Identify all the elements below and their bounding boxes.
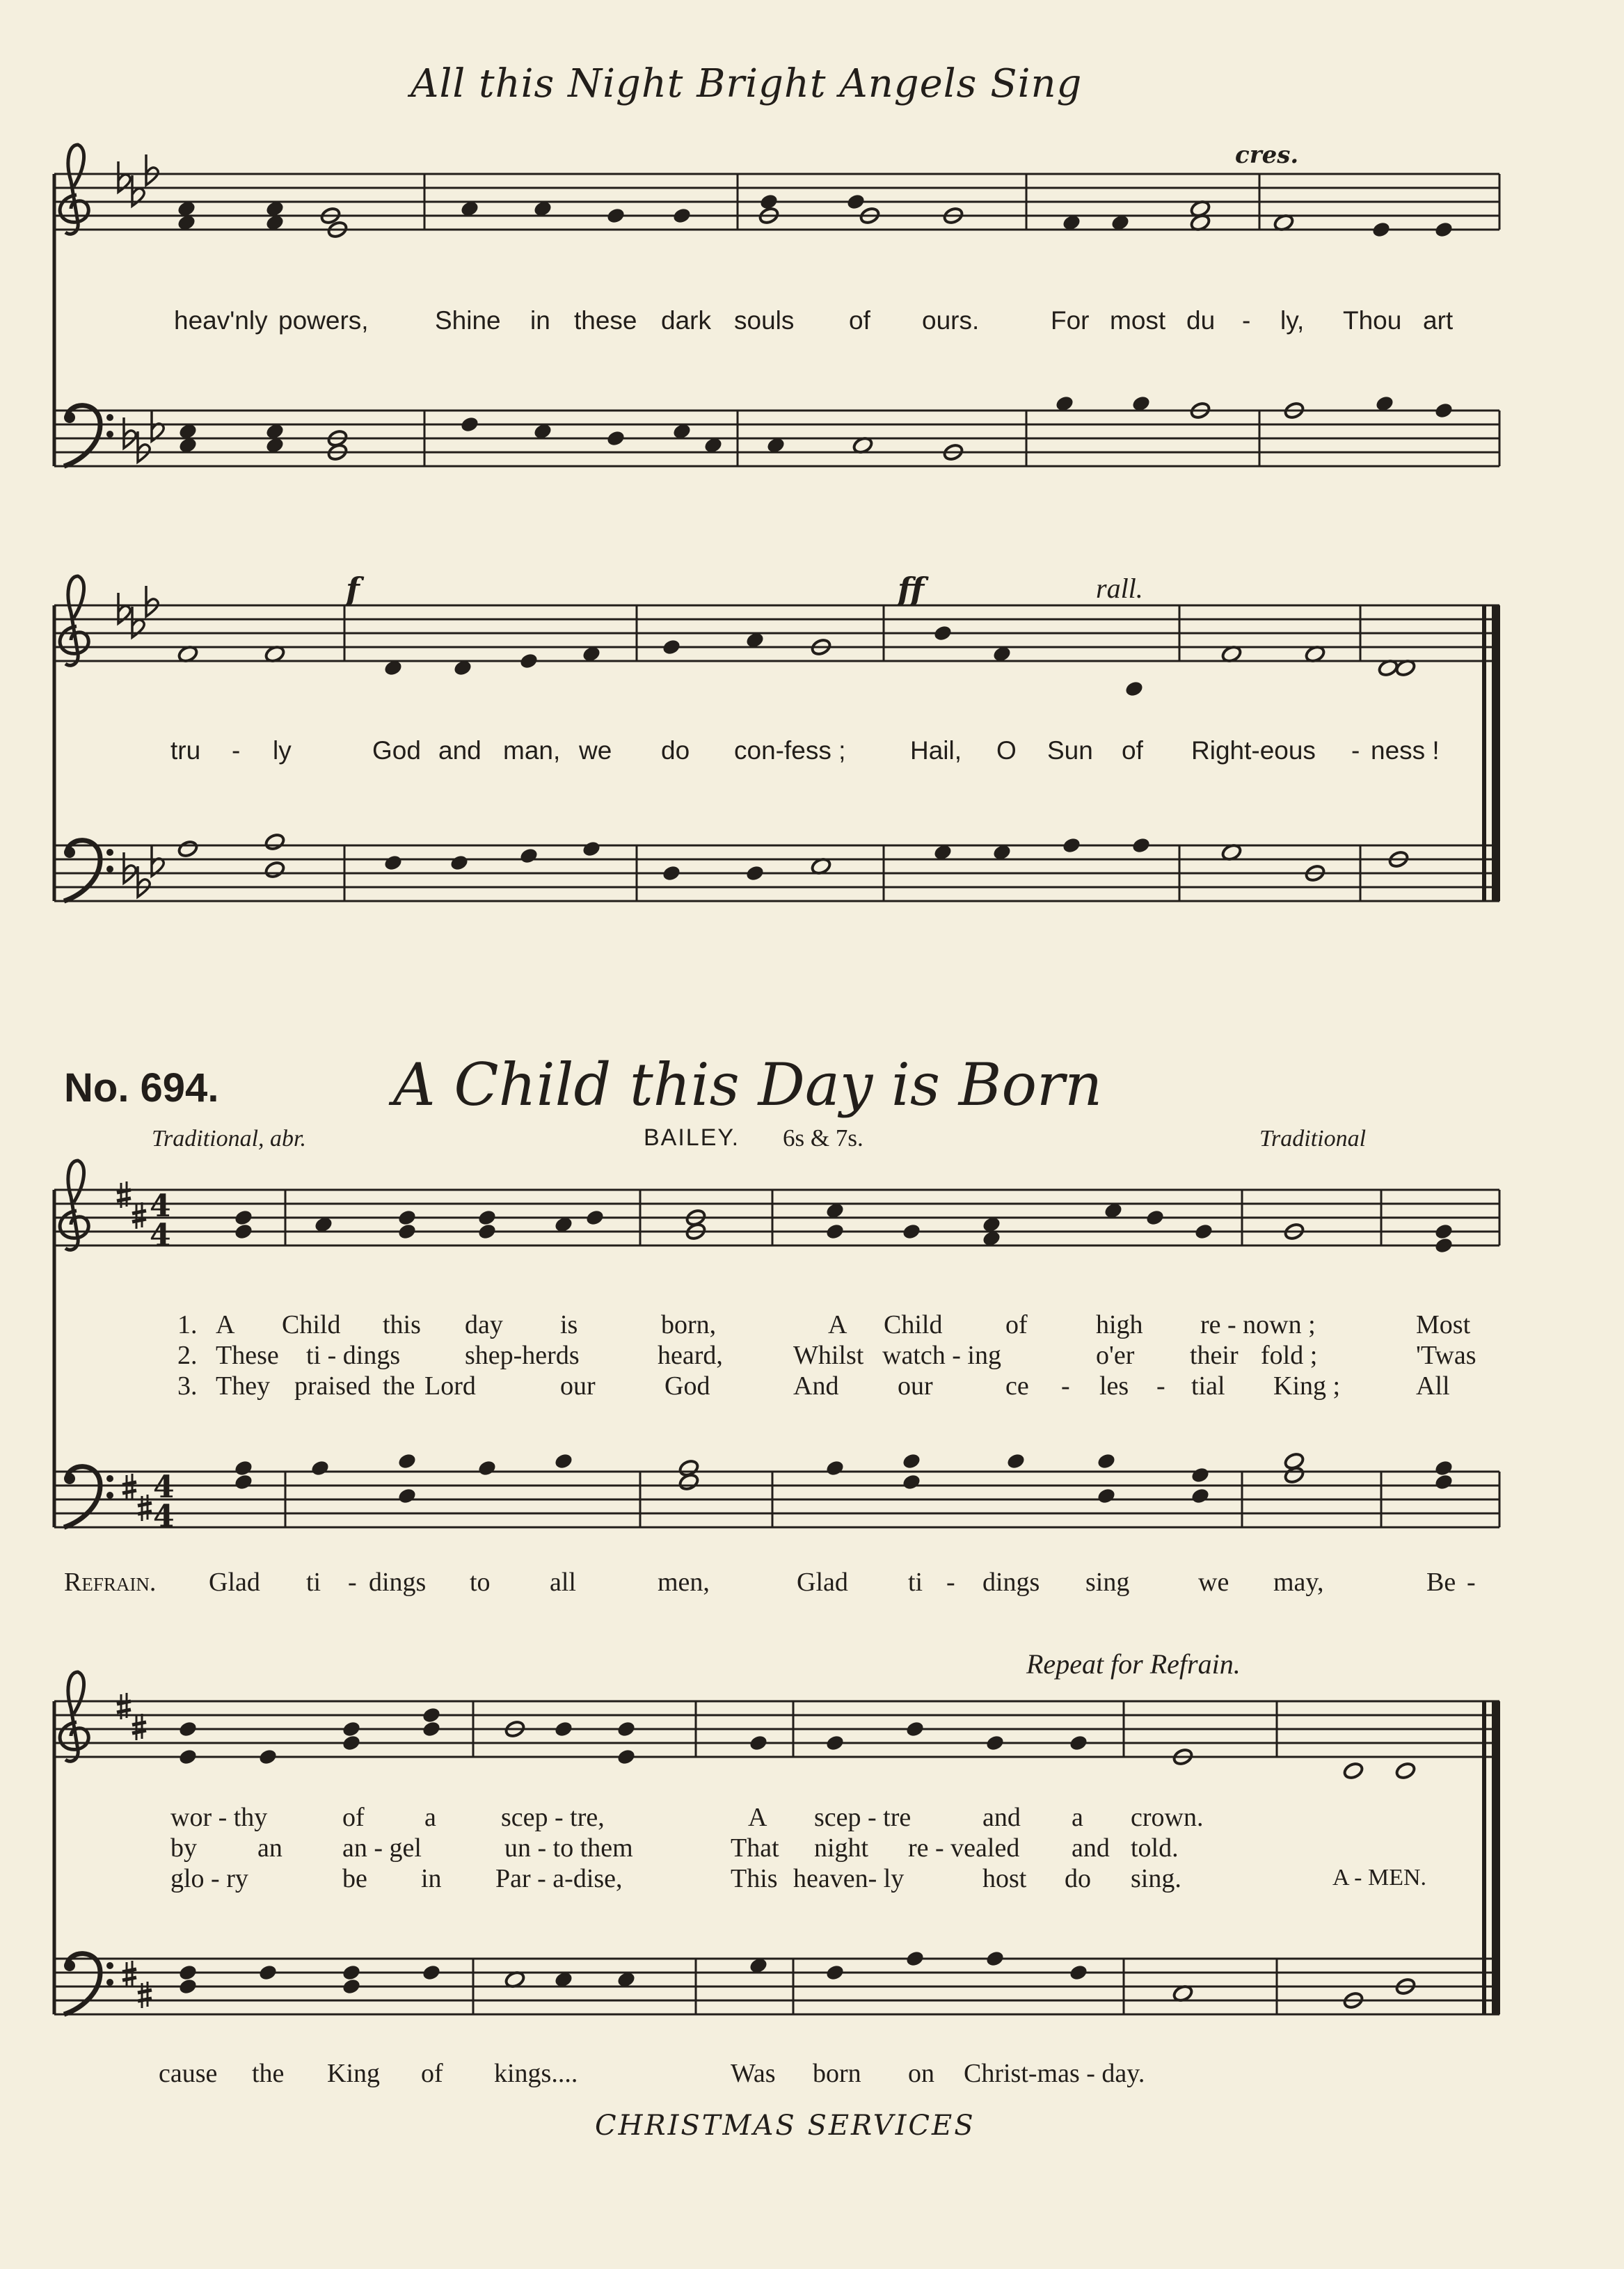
lyric: souls <box>734 306 795 335</box>
lyric: A <box>216 1310 235 1339</box>
lyric: by <box>170 1833 197 1863</box>
lyric: heav'nly <box>174 306 268 335</box>
lyric: may, <box>1273 1568 1324 1597</box>
lyric: A <box>828 1310 847 1339</box>
lyric: Right-eous <box>1191 736 1316 765</box>
lyric: tru <box>170 736 201 765</box>
lyric: - <box>1467 1568 1476 1597</box>
system2-treble-staff <box>54 605 1499 661</box>
lyric: Child <box>884 1310 943 1339</box>
lyric: Was <box>731 2059 776 2088</box>
words-credit: Traditional, abr. <box>152 1126 307 1152</box>
lyric: re - nown ; <box>1200 1310 1316 1339</box>
lyric: And <box>793 1371 839 1401</box>
repeat-direction: Repeat for Refrain. <box>1026 1648 1241 1680</box>
verse-number: 3. <box>177 1371 198 1401</box>
lyric: For <box>1051 306 1090 335</box>
hymn-number: No. 694. <box>64 1065 219 1110</box>
lyric: do <box>661 736 690 765</box>
lyric: on <box>908 2059 934 2088</box>
lyric: heard, <box>658 1341 723 1370</box>
lyric: born <box>813 2059 861 2088</box>
lyric: - <box>232 736 241 765</box>
lyric: 'Twas <box>1416 1341 1476 1370</box>
lyric: A <box>748 1803 767 1832</box>
lyric: we <box>579 736 612 765</box>
lyric: born, <box>661 1310 717 1339</box>
lyric: re - vealed <box>908 1833 1020 1863</box>
svg-text:4: 4 <box>150 1188 171 1224</box>
lyric: be <box>342 1864 367 1893</box>
lyric: an - gel <box>342 1833 422 1863</box>
lyric: of <box>849 306 870 335</box>
lyric: and <box>1072 1833 1110 1863</box>
lyric: of <box>342 1803 365 1832</box>
lyric: un - to them <box>504 1833 633 1863</box>
page-footer: CHRISTMAS SERVICES <box>595 2110 976 2142</box>
lyric: art <box>1423 306 1454 335</box>
lyric: told. <box>1131 1833 1179 1863</box>
lyric: ly <box>273 736 292 765</box>
lyric: in <box>530 306 550 335</box>
lyric: dark <box>661 306 711 335</box>
lyric: - <box>1156 1371 1165 1401</box>
lyric: les <box>1099 1371 1129 1401</box>
lyric: Be <box>1426 1568 1456 1597</box>
lyric: ours. <box>922 306 980 335</box>
lyric: Lord <box>424 1371 476 1401</box>
system4-treble-staff <box>54 1701 1499 1757</box>
lyric: man, <box>503 736 561 765</box>
lyric: these <box>574 306 637 335</box>
lyric: They <box>216 1371 271 1401</box>
lyric: - <box>946 1568 955 1597</box>
lyric: - <box>1351 736 1360 765</box>
lyric: o'er <box>1096 1341 1135 1370</box>
lyric: ness ! <box>1371 736 1440 765</box>
lyric: scep - tre <box>814 1803 911 1832</box>
lyric: That <box>731 1833 779 1863</box>
lyric: du <box>1186 306 1216 335</box>
lyric: men, <box>658 1568 710 1597</box>
lyric: our <box>898 1371 933 1401</box>
lyric: of <box>1005 1310 1028 1339</box>
lyric: most <box>1110 306 1166 335</box>
lyric: a <box>424 1803 436 1832</box>
system1-bass-staff <box>54 411 1499 466</box>
lyric: Par - a-dise, <box>495 1864 623 1893</box>
dynamic-rall: rall. <box>1096 573 1143 604</box>
lyric: ti <box>306 1568 321 1597</box>
lyric: King <box>327 2059 380 2088</box>
lyric: host <box>982 1864 1027 1893</box>
lyric: of <box>421 2059 443 2088</box>
lyric: Glad <box>797 1568 848 1597</box>
system3-treble-staff <box>54 1190 1499 1245</box>
hymn-title: A Child this Day is Born <box>393 1051 1103 1119</box>
svg-text:4: 4 <box>150 1218 171 1253</box>
lyric: dings <box>982 1568 1040 1597</box>
lyric: heaven- ly <box>793 1864 905 1893</box>
lyric: Glad <box>209 1568 260 1597</box>
lyric: their <box>1190 1341 1239 1370</box>
lyric: cause <box>159 2059 218 2088</box>
lyric: powers, <box>278 306 369 335</box>
lyric: scep - tre, <box>501 1803 605 1832</box>
lyric: God <box>372 736 421 765</box>
lyric: ti - dings <box>306 1341 401 1370</box>
lyric: shep-herds <box>465 1341 580 1370</box>
lyric: high <box>1096 1310 1143 1339</box>
lyric: Whilst <box>793 1341 864 1370</box>
dynamic-fortissimo: ff <box>898 571 925 608</box>
lyric: - <box>1242 306 1251 335</box>
lyric: all <box>550 1568 576 1597</box>
svg-text:4: 4 <box>153 1499 175 1534</box>
lyric: God <box>664 1371 710 1401</box>
lyric: tial <box>1191 1371 1225 1401</box>
music-credit: Traditional <box>1259 1126 1367 1152</box>
lyric: we <box>1198 1568 1229 1597</box>
lyric: dings <box>369 1568 427 1597</box>
verse-number: 1. <box>177 1310 198 1339</box>
lyric: These <box>216 1341 279 1370</box>
lyric: King ; <box>1273 1371 1341 1401</box>
dynamic-cres: cres. <box>1235 141 1299 169</box>
lyric: and <box>982 1803 1021 1832</box>
lyric: ti <box>908 1568 923 1597</box>
tune-name: BAILEY. <box>644 1124 740 1151</box>
lyric: the <box>383 1371 415 1401</box>
svg-text:4: 4 <box>153 1470 175 1505</box>
lyric: Thou <box>1343 306 1402 335</box>
lyric: con-fess ; <box>734 736 846 765</box>
lyric: O <box>996 736 1017 765</box>
lyric: sing. <box>1131 1864 1181 1893</box>
meter: 6s & 7s. <box>783 1124 863 1152</box>
lyric: is <box>560 1310 578 1339</box>
lyric: praised <box>294 1371 371 1401</box>
lyric: an <box>257 1833 282 1863</box>
lyric: in <box>421 1864 442 1893</box>
lyric: day <box>465 1310 503 1339</box>
lyric: ce <box>1005 1371 1029 1401</box>
amen: A - MEN. <box>1332 1865 1427 1890</box>
lyric: Christ-mas - day. <box>964 2059 1145 2088</box>
lyric: ly, <box>1280 306 1305 335</box>
lyric: - <box>348 1568 357 1597</box>
lyric: All <box>1416 1371 1450 1401</box>
system3-bass-staff <box>54 1472 1499 1527</box>
lyric: to <box>470 1568 491 1597</box>
running-head: All this Night Bright Angels Sing <box>411 61 1083 106</box>
lyric: of <box>1122 736 1143 765</box>
lyric: night <box>814 1833 869 1863</box>
lyric: this <box>383 1310 421 1339</box>
lyric: Shine <box>435 306 501 335</box>
lyric: glo - ry <box>170 1864 248 1893</box>
lyric: the <box>252 2059 285 2088</box>
verse-number: 2. <box>177 1341 198 1370</box>
lyric: a <box>1072 1803 1083 1832</box>
lyric: our <box>560 1371 596 1401</box>
lyric: - <box>1061 1371 1070 1401</box>
lyric: Most <box>1416 1310 1471 1339</box>
lyric: This <box>731 1864 778 1893</box>
lyric: do <box>1065 1864 1091 1893</box>
lyric: fold ; <box>1261 1341 1318 1370</box>
lyric: kings.... <box>494 2059 578 2088</box>
lyric: Sun <box>1047 736 1093 765</box>
lyric: wor - thy <box>170 1803 268 1832</box>
lyric: sing <box>1085 1568 1130 1597</box>
lyric: crown. <box>1131 1803 1204 1832</box>
lyric: watch - ing <box>882 1341 1001 1370</box>
dynamic-forte: f <box>346 571 360 608</box>
lyric: and <box>438 736 481 765</box>
lyric: Hail, <box>910 736 962 765</box>
lyric: Child <box>282 1310 341 1339</box>
system2-bass-staff <box>54 845 1499 901</box>
refrain-label: Refrain. <box>64 1568 157 1597</box>
